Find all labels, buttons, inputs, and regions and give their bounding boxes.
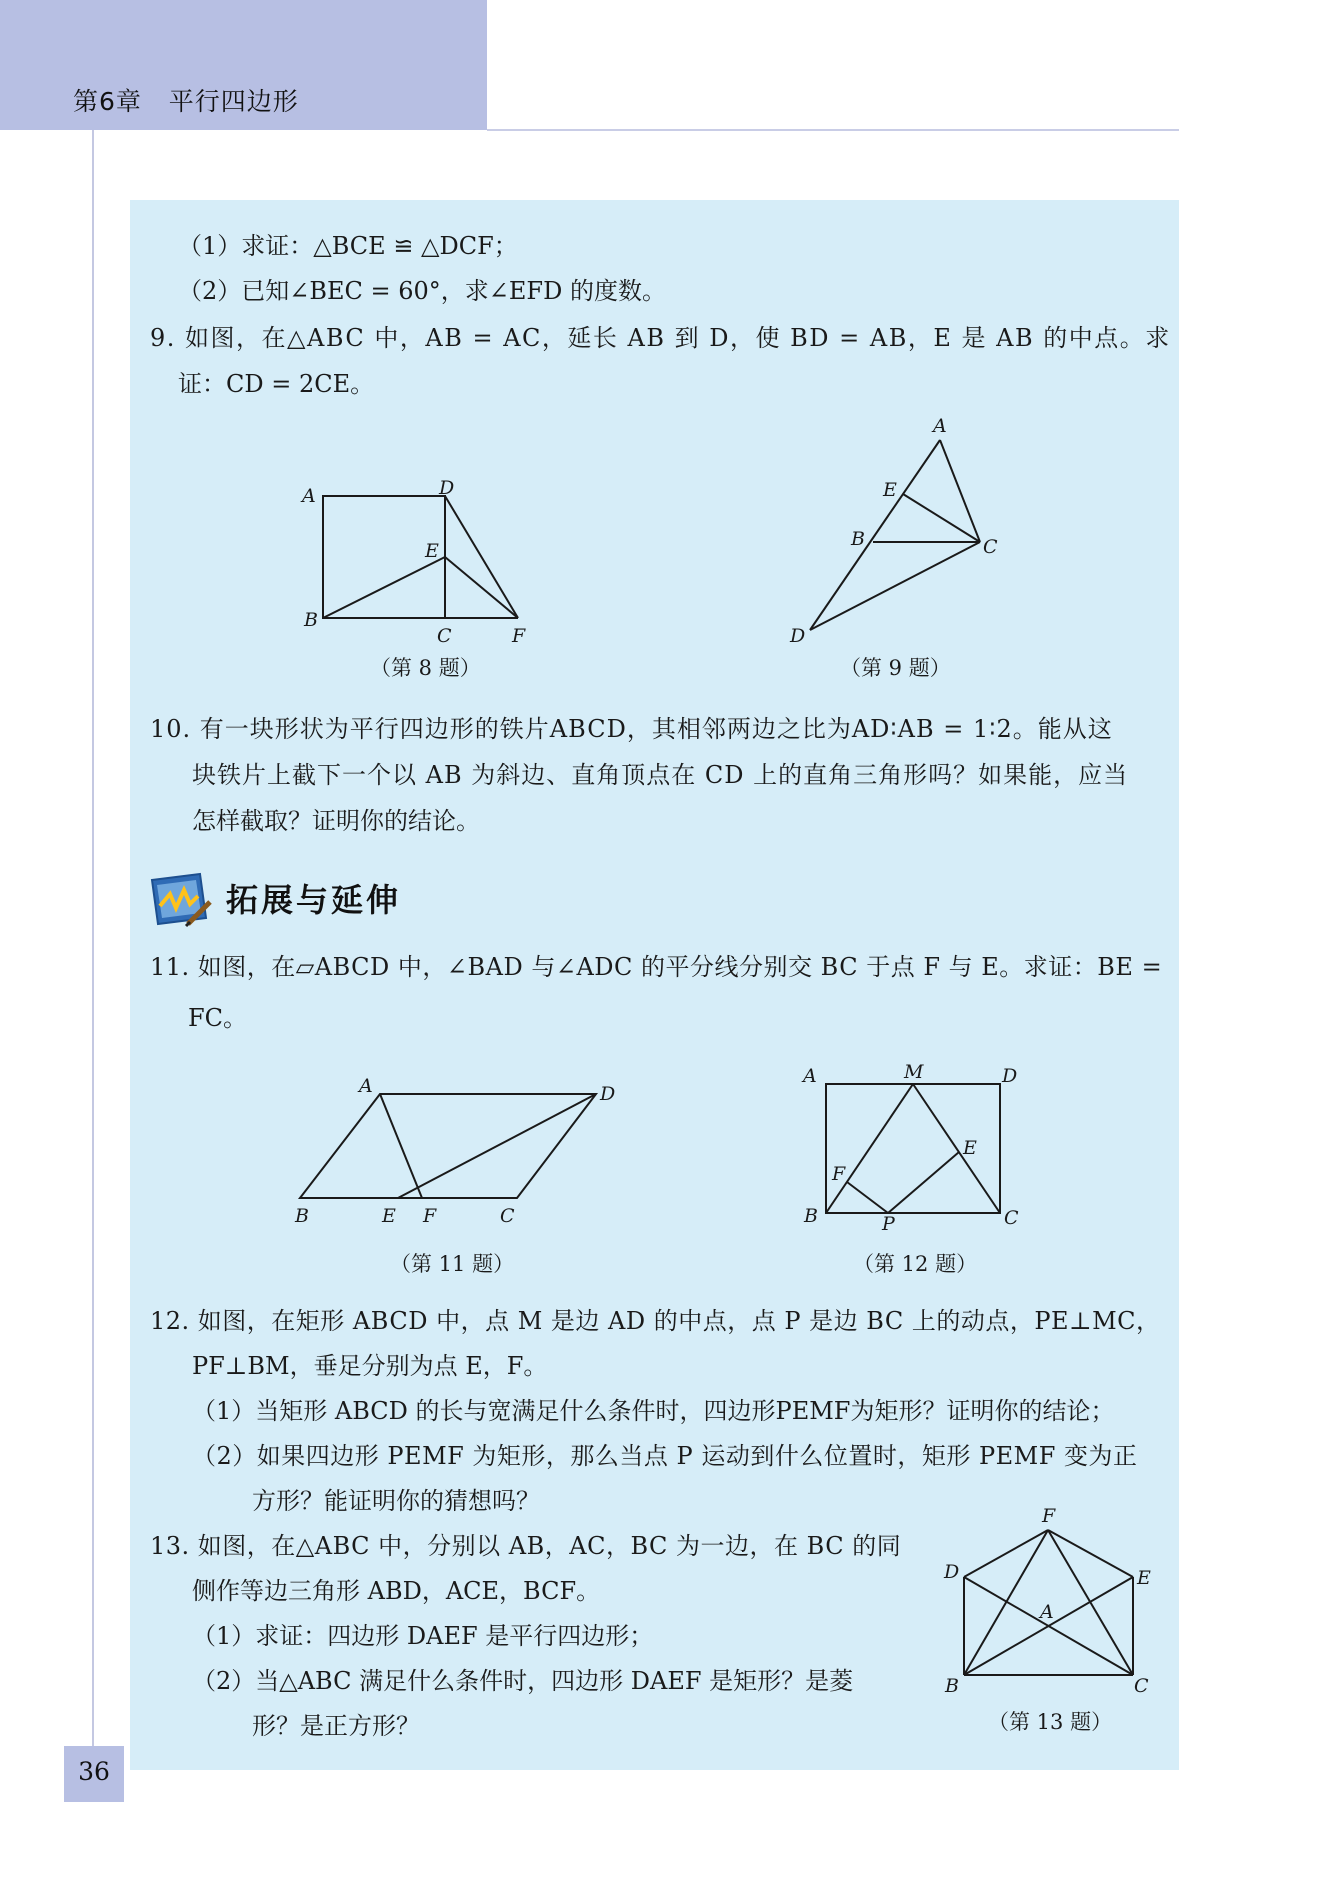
chapter-number: 第6章 [73,87,142,116]
fig8-label-F: F [512,625,526,647]
p13-line1: 13. 如图，在△ABC 中，分别以 AB，AC，BC 为一边，在 BC 的同 [150,1532,902,1560]
p8-part2: （2）已知∠BEC = 60°，求∠EFD 的度数。 [178,277,666,305]
fig9-label-D: D [790,625,806,647]
fig11-label-E: E [382,1205,396,1227]
p10-line1: 10. 有一块形状为平行四边形的铁片ABCD，其相邻两边之比为AD∶AB = 1∶2。能从这 [150,715,1113,743]
fig12-caption: （第 12 题） [853,1252,978,1276]
p11-line2: FC。 [188,1004,248,1032]
fig11-caption: （第 11 题） [390,1252,515,1276]
section-title: 拓展与延伸 [226,881,402,919]
fig13-label-F: F [1042,1505,1056,1527]
p12-line2: PF⊥BM，垂足分别为点 E，F。 [192,1352,548,1380]
margin-rule [92,130,94,1750]
p10-line2: 块铁片上截下一个以 AB 为斜边、直角顶点在 CD 上的直角三角形吗？如果能，应当 [192,761,1129,789]
fig8-label-B: B [304,609,318,631]
header-rule [487,129,1179,131]
p12-part2: （2）如果四边形 PEMF 为矩形，那么当点 P 运动到什么位置时，矩形 PEMF 变为正 [192,1442,1138,1470]
fig8-label-E: E [425,540,439,562]
fig11-label-D: D [600,1083,616,1105]
fig9-caption: （第 9 题） [840,656,951,680]
p9-line1: 9. 如图，在△ABC 中，AB = AC，延长 AB 到 D，使 BD = AB，E 是 AB 的中点。求 [150,324,1171,352]
page-number: 36 [78,1757,110,1786]
fig12-label-M: M [904,1061,924,1083]
p8-part1: （1）求证：△BCE ≌ △DCF； [178,232,518,260]
p10-line3: 怎样截取？证明你的结论。 [192,807,480,835]
fig9-label-B: B [851,528,865,550]
fig11-label-C: C [500,1205,515,1227]
p13-part2: （2）当△ABC 满足什么条件时，四边形 DAEF 是矩形？是菱 [192,1667,854,1695]
fig13-label-A: A [1040,1601,1054,1623]
fig12-label-D: D [1002,1065,1018,1087]
fig13-caption: （第 13 题） [988,1710,1113,1734]
fig8-label-A: A [302,485,316,507]
p13-part2-cont: 形？是正方形？ [252,1712,420,1740]
fig12-label-P: P [882,1213,895,1235]
p12-line1: 12. 如图，在矩形 ABCD 中，点 M 是边 AD 的中点，点 P 是边 BC 上的动点，PE⊥MC， [150,1307,1161,1335]
fig13-label-C: C [1134,1675,1149,1697]
fig12-label-C: C [1004,1207,1019,1229]
p9-line2: 证：CD = 2CE。 [178,370,375,398]
p12-part2-cont: 方形？能证明你的猜想吗？ [252,1487,540,1515]
fig12-label-B: B [804,1205,818,1227]
fig11-label-B: B [295,1205,309,1227]
fig12-label-F: F [832,1163,846,1185]
fig13-label-B: B [945,1675,959,1697]
fig13-label-D: D [944,1561,960,1583]
section-icon [148,872,214,928]
fig9-label-C: C [983,536,998,558]
fig13-label-E: E [1137,1567,1151,1589]
fig12-label-A: A [803,1065,817,1087]
p13-part1: （1）求证：四边形 DAEF 是平行四边形； [192,1622,654,1650]
fig9-label-E: E [883,479,897,501]
fig9-label-A: A [933,415,947,437]
fig11-label-F: F [423,1205,437,1227]
p12-part1: （1）当矩形 ABCD 的长与宽满足什么条件时，四边形PEMF为矩形？证明你的结论； [192,1397,1115,1425]
chapter-title: 平行四边形 [168,87,299,116]
fig8-caption: （第 8 题） [370,656,481,680]
p11-line1: 11. 如图，在▱ABCD 中，∠BAD 与∠ADC 的平分线分别交 BC 于点 F 与 E。求证：BE = [150,953,1163,981]
chapter-header [73,82,299,118]
fig12-label-E: E [963,1137,977,1159]
fig11-label-A: A [359,1075,373,1097]
fig8-label-D: D [439,477,455,499]
p13-line2: 侧作等边三角形 ABD，ACE，BCF。 [192,1577,601,1605]
fig8-label-C: C [437,625,452,647]
